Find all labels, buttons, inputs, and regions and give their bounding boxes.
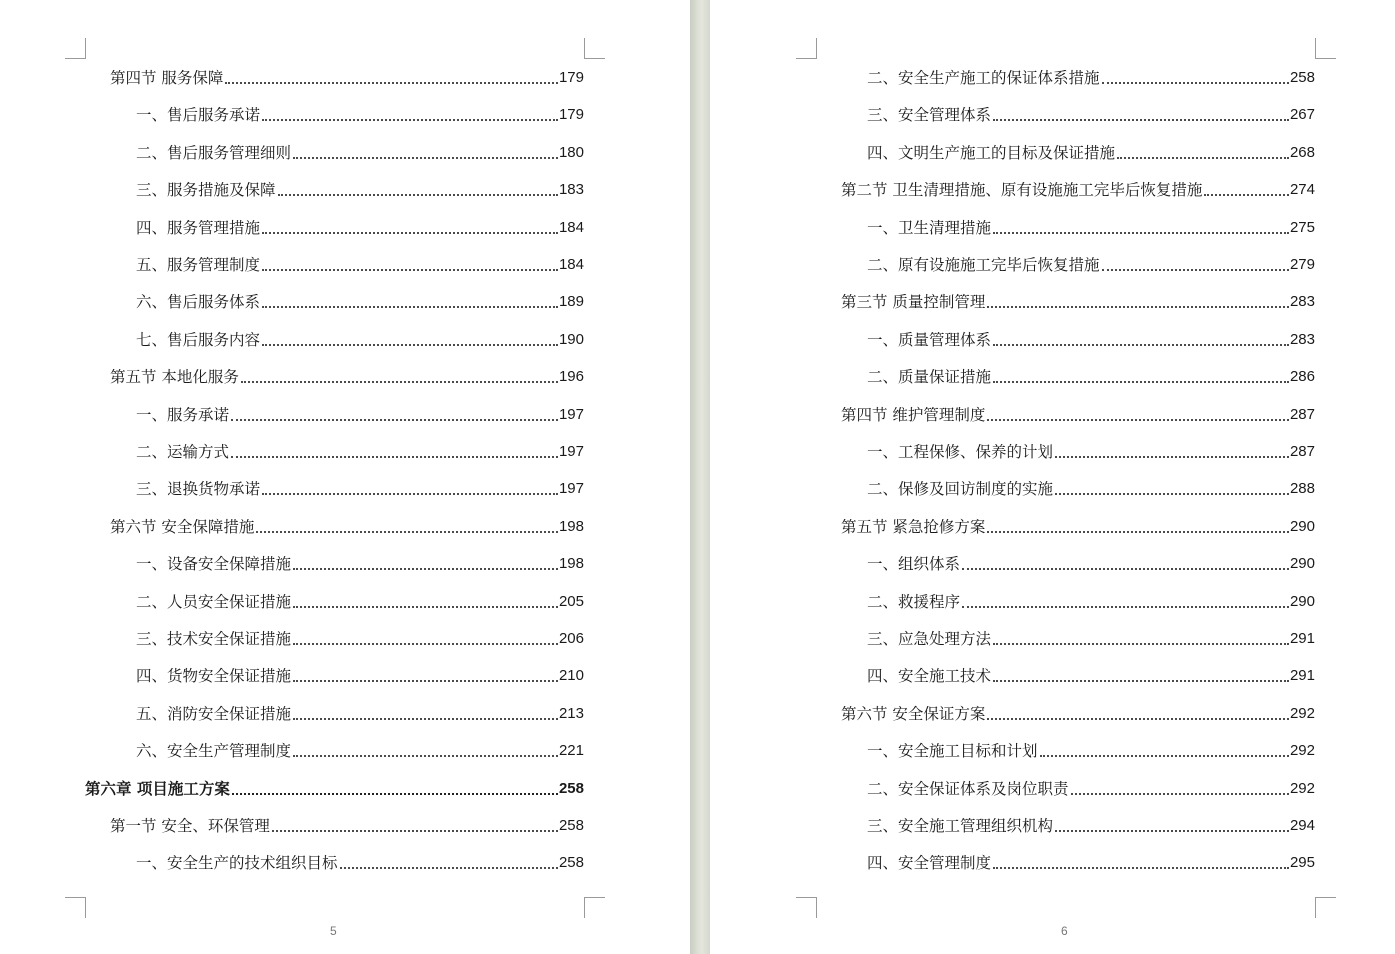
- toc-entry-title: 一、工程保修、保养的计划: [867, 443, 1054, 461]
- toc-leader-dots: [293, 605, 558, 608]
- toc-section-entry[interactable]: [110, 812, 584, 836]
- toc-entry-title: 一、质量管理体系: [867, 330, 992, 349]
- toc-item-entry[interactable]: [136, 438, 584, 462]
- toc-entry-title: 四、服务管理措施: [136, 218, 261, 237]
- toc-leader-dots: [293, 156, 558, 159]
- toc-leader-dots: [987, 530, 1289, 533]
- toc-entry-page: 258: [558, 817, 584, 834]
- toc-leader-dots: [1055, 492, 1289, 495]
- toc-leader-dots: [262, 343, 558, 346]
- toc-entry-title: 三、安全施工管理组织机构: [867, 817, 1054, 835]
- toc-item-entry[interactable]: [136, 662, 584, 686]
- toc-entry-title: 四、安全施工技术: [867, 667, 992, 686]
- toc-item-entry[interactable]: [136, 475, 584, 499]
- toc-entry-title: 三、技术安全保证措施: [136, 630, 292, 648]
- crop-mark-bottom-left: [65, 897, 86, 918]
- toc-entry-page: 179: [558, 69, 584, 86]
- toc-entry-title: 七、售后服务内容: [136, 330, 261, 349]
- toc-item-entry[interactable]: [867, 775, 1315, 799]
- document-page-left: [0, 0, 690, 954]
- toc-entry-page: 196: [558, 368, 584, 386]
- toc-entry-page: 267: [1289, 106, 1315, 124]
- toc-leader-dots: [987, 717, 1289, 720]
- toc-leader-dots: [1102, 81, 1289, 84]
- toc-entry-title: 三、服务措施及保障: [136, 181, 276, 200]
- crop-mark-top-right: [584, 38, 605, 59]
- toc-entry-page: 189: [558, 293, 584, 311]
- toc-leader-dots: [262, 305, 558, 308]
- toc-entry-title: 一、服务承诺: [136, 405, 230, 424]
- toc-entry-page: 295: [1289, 854, 1315, 872]
- page-number: 6: [1061, 924, 1068, 938]
- toc-entry-page: 287: [1289, 405, 1315, 423]
- toc-entry-title: 五、消防安全保证措施: [136, 704, 292, 723]
- toc-entry-page: 286: [1289, 368, 1315, 386]
- toc-entry-page: 268: [1289, 143, 1315, 161]
- toc-entry-title: 一、设备安全保障措施: [136, 555, 292, 574]
- toc-entry-title: 四、货物安全保证措施: [136, 667, 292, 686]
- toc-entry-title: 第六节 安全保障措施: [110, 517, 255, 536]
- toc-entry-page: 290: [1289, 592, 1315, 610]
- crop-mark-bottom-right: [1315, 897, 1336, 918]
- toc-leader-dots: [993, 343, 1289, 346]
- toc-leader-dots: [262, 231, 558, 234]
- toc-entry-title: 第二节 卫生清理措施、原有设施施工完毕后恢复措施: [841, 181, 1203, 200]
- toc-entry-page: 197: [558, 405, 584, 423]
- toc-entry-title: 六、安全生产管理制度: [136, 742, 292, 761]
- toc-entry-page: 198: [558, 555, 584, 573]
- toc-entry-page: 274: [1289, 181, 1315, 199]
- toc-item-entry[interactable]: [136, 849, 584, 873]
- toc-leader-dots: [225, 81, 558, 84]
- toc-item-entry[interactable]: [867, 438, 1315, 462]
- toc-entry-title: 四、安全管理制度: [867, 854, 992, 873]
- toc-item-entry[interactable]: [136, 737, 584, 761]
- toc-leader-dots: [241, 380, 558, 383]
- toc-entry-title: 一、售后服务承诺: [136, 106, 261, 125]
- toc-leader-dots: [293, 642, 558, 645]
- toc-entry-page: 205: [558, 592, 584, 610]
- toc-item-entry[interactable]: [867, 588, 1315, 612]
- toc-leader-dots: [293, 717, 558, 720]
- toc-entry-page: 258: [1289, 69, 1315, 86]
- toc-entry-title: 二、安全保证体系及岗位职责: [867, 779, 1069, 798]
- toc-item-entry[interactable]: [136, 700, 584, 724]
- toc-item-entry[interactable]: [136, 251, 584, 275]
- page-gutter: [690, 0, 710, 954]
- toc-entry-page: 294: [1289, 817, 1315, 834]
- toc-item-entry[interactable]: [136, 401, 584, 425]
- toc-entry-page: 190: [558, 330, 584, 348]
- toc-leader-dots: [1204, 193, 1289, 196]
- toc-leader-dots: [993, 642, 1289, 645]
- toc-entry-page: 179: [558, 106, 584, 124]
- toc-leader-dots: [993, 231, 1289, 234]
- toc-leader-dots: [262, 268, 558, 271]
- toc-entry-page: 283: [1289, 293, 1315, 311]
- toc-leader-dots: [293, 679, 558, 682]
- toc-entry-title: 四、文明生产施工的目标及保证措施: [867, 143, 1116, 162]
- toc-item-entry[interactable]: [867, 326, 1315, 350]
- toc-leader-dots: [993, 380, 1289, 383]
- toc-entry-title: 二、保修及回访制度的实施: [867, 480, 1054, 499]
- toc-entry-title: 一、安全施工目标和计划: [867, 742, 1038, 761]
- toc-item-entry[interactable]: [136, 214, 584, 238]
- toc-entry-page: 258: [558, 779, 584, 797]
- toc-item-entry[interactable]: [136, 101, 584, 125]
- toc-item-entry[interactable]: [867, 812, 1315, 836]
- toc-entry-title: 二、安全生产施工的保证体系措施: [867, 69, 1100, 87]
- toc-entry-title: 第一节 安全、环保管理: [110, 817, 270, 835]
- toc-leader-dots: [1055, 455, 1289, 458]
- toc-entry-page: 197: [558, 443, 584, 460]
- toc-entry-page: 292: [1289, 704, 1315, 722]
- toc-entry-title: 三、退换货物承诺: [136, 480, 261, 499]
- toc-leader-dots: [231, 455, 558, 458]
- toc-item-entry[interactable]: [136, 625, 584, 649]
- toc-leader-dots: [232, 792, 558, 795]
- toc-item-entry[interactable]: [867, 625, 1315, 649]
- toc-entry-page: 184: [558, 256, 584, 273]
- crop-mark-top-right: [1315, 38, 1336, 59]
- toc-entry-title: 二、质量保证措施: [867, 368, 992, 387]
- toc-leader-dots: [993, 679, 1289, 682]
- toc-section-entry[interactable]: [841, 513, 1315, 537]
- toc-section-entry[interactable]: [841, 401, 1315, 425]
- toc-entry-title: 二、救援程序: [867, 592, 961, 611]
- toc-chapter-entry[interactable]: [85, 775, 584, 799]
- toc-item-entry[interactable]: [867, 737, 1315, 761]
- toc-item-entry[interactable]: [867, 101, 1315, 125]
- toc-entry-title: 三、应急处理方法: [867, 630, 992, 648]
- toc-leader-dots: [272, 829, 558, 832]
- toc-entry-page: 206: [558, 630, 584, 647]
- toc-entry-page: 258: [558, 854, 584, 872]
- toc-entry-title: 三、安全管理体系: [867, 106, 992, 125]
- toc-entry-title: 第三节 质量控制管理: [841, 293, 986, 312]
- toc-entry-page: 291: [1289, 667, 1315, 685]
- crop-mark-top-left: [65, 38, 86, 59]
- toc-section-entry[interactable]: [841, 288, 1315, 312]
- toc-entry-page: 183: [558, 181, 584, 199]
- toc-leader-dots: [1102, 268, 1289, 271]
- toc-item-entry[interactable]: [867, 251, 1315, 275]
- toc-entry-page: 184: [558, 218, 584, 236]
- toc-entry-title: 二、原有设施施工完毕后恢复措施: [867, 256, 1100, 274]
- toc-section-entry[interactable]: [110, 64, 584, 88]
- toc-entry-page: 279: [1289, 256, 1315, 273]
- toc-leader-dots: [1071, 792, 1289, 795]
- toc-item-entry[interactable]: [136, 139, 584, 163]
- toc-entry-title: 二、运输方式: [136, 443, 230, 461]
- toc-entry-title: 五、服务管理制度: [136, 256, 261, 274]
- toc-entry-title: 一、安全生产的技术组织目标: [136, 854, 338, 873]
- toc-entry-page: 292: [1289, 779, 1315, 797]
- toc-entry-page: 180: [558, 143, 584, 161]
- toc-entry-page: 290: [1289, 555, 1315, 573]
- toc-entry-page: 213: [558, 704, 584, 722]
- toc-item-entry[interactable]: [136, 550, 584, 574]
- toc-entry-page: 275: [1289, 218, 1315, 236]
- toc-item-entry[interactable]: [867, 550, 1315, 574]
- toc-item-entry[interactable]: [867, 475, 1315, 499]
- toc-section-entry[interactable]: [841, 176, 1315, 200]
- toc-entry-title: 第四节 服务保障: [110, 69, 224, 87]
- toc-leader-dots: [340, 866, 558, 869]
- toc-leader-dots: [993, 118, 1289, 121]
- toc-entry-title: 一、卫生清理措施: [867, 218, 992, 237]
- toc-entry-title: 六、售后服务体系: [136, 293, 261, 312]
- document-page-right: [710, 0, 1395, 954]
- toc-leader-dots: [293, 754, 558, 757]
- toc-entry-page: 292: [1289, 742, 1315, 760]
- toc-item-entry[interactable]: [867, 849, 1315, 873]
- toc-leader-dots: [231, 418, 558, 421]
- toc-entry-page: 291: [1289, 630, 1315, 647]
- toc-entry-title: 第六章 项目施工方案: [85, 779, 230, 798]
- toc-entry-page: 290: [1289, 517, 1315, 535]
- toc-item-entry[interactable]: [867, 64, 1315, 88]
- toc-leader-dots: [987, 305, 1289, 308]
- toc-entry-page: 287: [1289, 443, 1315, 460]
- toc-leader-dots: [987, 418, 1289, 421]
- toc-entry-page: 221: [558, 742, 584, 760]
- toc-leader-dots: [962, 605, 1289, 608]
- toc-entry-title: 二、人员安全保证措施: [136, 592, 292, 611]
- toc-leader-dots: [293, 567, 558, 570]
- toc-item-entry[interactable]: [867, 214, 1315, 238]
- toc-item-entry[interactable]: [136, 588, 584, 612]
- toc-leader-dots: [1055, 829, 1289, 832]
- toc-entry-page: 198: [558, 517, 584, 535]
- toc-entry-title: 第四节 维护管理制度: [841, 405, 986, 424]
- toc-entry-page: 210: [558, 667, 584, 685]
- toc-section-entry[interactable]: [110, 363, 584, 387]
- toc-entry-title: 第六节 安全保证方案: [841, 704, 986, 723]
- toc-entry-title: 二、售后服务管理细则: [136, 143, 292, 162]
- crop-mark-bottom-right: [584, 897, 605, 918]
- crop-mark-bottom-left: [796, 897, 817, 918]
- toc-entry-page: 288: [1289, 480, 1315, 498]
- toc-entry-title: 第五节 紧急抢修方案: [841, 517, 986, 536]
- toc-leader-dots: [262, 118, 558, 121]
- toc-section-entry[interactable]: [841, 700, 1315, 724]
- toc-leader-dots: [1040, 754, 1289, 757]
- toc-leader-dots: [962, 567, 1289, 570]
- toc-leader-dots: [993, 866, 1289, 869]
- toc-leader-dots: [278, 193, 558, 196]
- page-number: 5: [330, 924, 337, 938]
- toc-leader-dots: [262, 492, 558, 495]
- toc-section-entry[interactable]: [110, 513, 584, 537]
- toc-item-entry[interactable]: [867, 139, 1315, 163]
- toc-entry-page: 197: [558, 480, 584, 498]
- toc-item-entry[interactable]: [867, 363, 1315, 387]
- toc-entry-page: 283: [1289, 330, 1315, 348]
- toc-entry-title: 一、组织体系: [867, 555, 961, 574]
- crop-mark-top-left: [796, 38, 817, 59]
- toc-item-entry[interactable]: [867, 662, 1315, 686]
- toc-entry-title: 第五节 本地化服务: [110, 368, 239, 387]
- toc-leader-dots: [256, 530, 558, 533]
- toc-item-entry[interactable]: [136, 326, 584, 350]
- toc-leader-dots: [1117, 156, 1289, 159]
- toc-item-entry[interactable]: [136, 176, 584, 200]
- toc-item-entry[interactable]: [136, 288, 584, 312]
